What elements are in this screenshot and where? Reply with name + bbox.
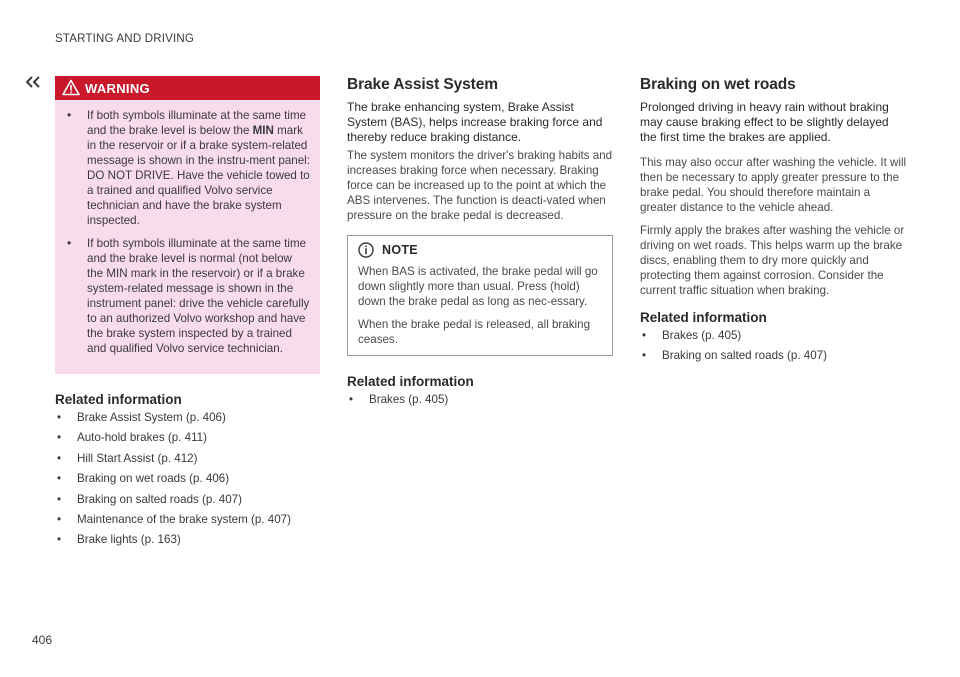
column-left xyxy=(55,76,320,553)
section-title-wet-roads: Braking on wet roads xyxy=(640,76,796,93)
section-body: Firmly apply the brakes after washing the vehicle or driving on wet roads. This helps warm up the brake discs, enabling them to dry more quickly and protecting them against corrosion. Consider the current traffic situation when braking. xyxy=(640,224,905,297)
related-information-heading: Related information xyxy=(55,392,182,407)
double-chevron-left-icon[interactable] xyxy=(26,76,40,88)
related-information-heading: Related information xyxy=(640,310,767,325)
note-header xyxy=(358,242,602,258)
warning-item-text: mark in the reservoir or if a brake system-related message is shown in the instru-ment panel: DO NOT DRIVE. Have the vehicle towed to a trained and qualified Volvo service technician and have the brake system inspected. xyxy=(87,124,310,227)
section-lead: Prolonged driving in heavy rain without braking may cause braking effect to be slightly delayed the first time the brakes are applied. xyxy=(640,100,889,144)
page-number: 406 xyxy=(32,633,53,647)
column-right xyxy=(640,76,908,369)
section-body: The system monitors the driver's braking habits and increases braking force when necessary. Braking force can be increased up to the point at which the ABS intervenes. The function is deacti-vated when pressure on the brake pedal is decreased. xyxy=(347,149,613,222)
related-link[interactable]: • Hill Start Assist (p. 412) xyxy=(55,451,320,466)
min-mark-label: MIN xyxy=(252,124,274,137)
warning-box xyxy=(55,76,320,374)
related-link[interactable]: • Braking on salted roads (p. 407) xyxy=(55,492,320,507)
related-links-list xyxy=(347,392,613,407)
note-title: NOTE xyxy=(382,243,418,257)
warning-title: WARNING xyxy=(85,80,150,96)
warning-header xyxy=(55,76,320,100)
warning-item xyxy=(67,108,310,228)
note-paragraph: When BAS is activated, the brake pedal will go down slightly more than usual. Press (hold) down the brake pedal as long as nec-essary. xyxy=(358,265,598,308)
related-link[interactable]: • Braking on wet roads (p. 406) xyxy=(55,471,320,486)
note-paragraph: When the brake pedal is released, all braking ceases. xyxy=(358,318,591,346)
related-links-list xyxy=(55,410,320,547)
related-links-list xyxy=(640,328,908,363)
related-link[interactable]: • Maintenance of the brake system (p. 407) xyxy=(55,512,320,527)
info-circle-icon xyxy=(358,242,374,258)
related-link[interactable]: • Brakes (p. 405) xyxy=(640,328,908,343)
related-link[interactable]: • Auto-hold brakes (p. 411) xyxy=(55,430,320,445)
related-link[interactable]: • Brake Assist System (p. 406) xyxy=(55,410,320,425)
column-middle xyxy=(347,76,613,412)
related-link[interactable]: • Braking on salted roads (p. 407) xyxy=(640,348,908,363)
section-body: This may also occur after washing the vehicle. It will then be necessary to apply greater pressure to the brake pedal. You should therefore maintain a greater distance to the vehicle ahead. xyxy=(640,156,907,214)
note-box xyxy=(347,235,613,356)
warning-list xyxy=(55,100,320,356)
warning-item-text: If both symbols illuminate at the same time and the brake level is below the xyxy=(87,109,307,137)
warning-item: • If both symbols illuminate at the same time and the brake level is normal (not below the MIN mark in the reservoir) or if a brake system-related message is shown in the instrument panel: drive the vehicle carefully to an authorized Volvo workshop and have the brake system inspected by a trained and qualified Volvo service technician. xyxy=(67,236,310,356)
related-link[interactable]: • Brakes (p. 405) xyxy=(347,392,613,407)
chapter-header: STARTING AND DRIVING xyxy=(55,33,195,45)
related-link[interactable]: • Brake lights (p. 163) xyxy=(55,532,320,547)
warning-triangle-icon xyxy=(62,79,80,96)
section-title-brake-assist: Brake Assist System xyxy=(347,76,498,93)
section-lead: The brake enhancing system, Brake Assist System (BAS), helps increase braking force and thereby reduce braking distance. xyxy=(347,100,603,144)
related-information-heading: Related information xyxy=(347,374,474,389)
